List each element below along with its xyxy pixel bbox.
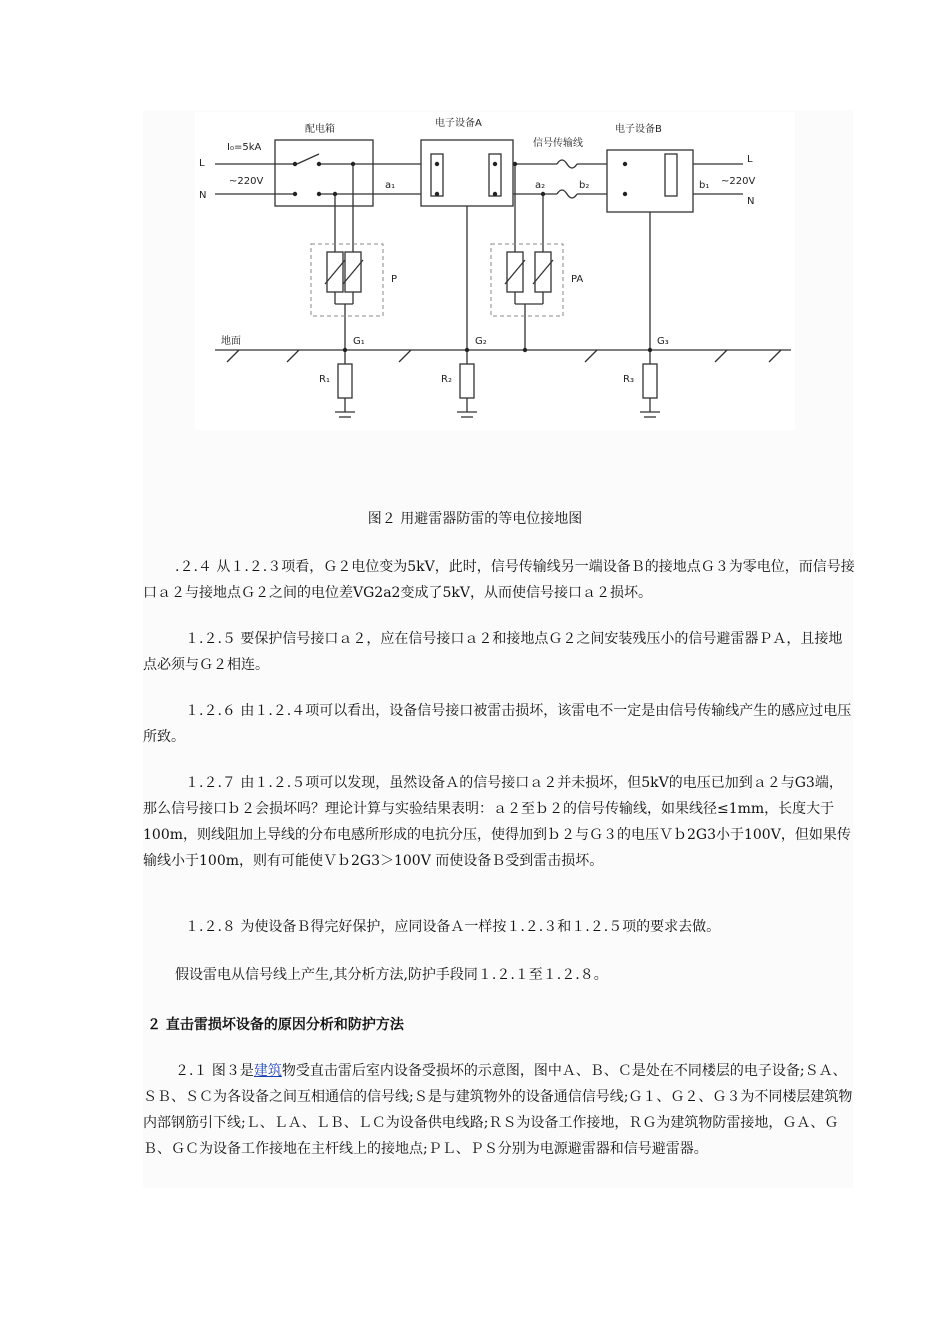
node-g2: G₂ (475, 336, 487, 347)
current-label: I₀=5kA (227, 142, 262, 153)
equipment-a-label: 电子设备A (435, 118, 482, 129)
paragraph-2-1-start: ２.１ 图３是 (175, 1063, 254, 1079)
arrester-p-label: P (391, 274, 398, 285)
line-n-left: N (199, 190, 207, 201)
line-l-right: L (747, 154, 753, 165)
signal-line-label: 信号传输线 (533, 138, 583, 149)
section-heading-2: ２ 直击雷损坏设备的原因分析和防护方法 (147, 1017, 404, 1033)
voltage-left-label: ~220V (229, 176, 264, 187)
paragraph-2-1 (143, 1058, 855, 1162)
building-link[interactable]: 建筑 (253, 1063, 282, 1079)
line-n-right: N (747, 196, 755, 207)
paragraph-1-2-7: １.２.７ 由１.２.５项可以发现，虽然设备Ａ的信号接口ａ２并未损坏，但5kV的电压已加到ａ２与G3端，那么信号接口ｂ２会损坏吗？理论计算与实验结果表明：ａ２至ｂ２的信号传输线，如果线径≤1mm，长度大于100m，则线阻加上导线的分布电感所形成的电抗分压，使得加到ｂ２与Ｇ３的电压Ｖｂ2G3小于100V，但如果传输线小于100m，则有可能使Ｖｂ2G3＞100V 而使设备Ｂ受到雷击损坏。 (143, 775, 851, 869)
arrester-pa-label: PA (571, 274, 584, 285)
paragraph-2-1-rest: 物受直击雷后室内设备受损坏的示意图，图中Ａ、Ｂ、Ｃ是处在不同楼层的电子设备;ＳＡ、ＳＢ、ＳＣ为各设备之间互相通信的信号线;Ｓ是与建筑物外的设备通信信号线;Ｇ１、Ｇ２、Ｇ３为不同楼层建筑物内部钢筋引下线;Ｌ、ＬＡ、ＬＢ、ＬＣ为设备供电线路;ＲＳ为设备工作接地，ＲＧ为建筑物防雷接地，ＧＡ、ＧＢ、ＧＣ为设备工作接地在主杆线上的接地点;ＰＬ、ＰＳ分别为电源避雷器和信号避雷器。 (143, 1063, 853, 1157)
paragraph-1-2-4: .２.４ 从１.２.３项看，Ｇ２电位变为5kV，此时，信号传输线另一端设备Ｂ的接地点Ｇ３为零电位，而信号接口ａ２与接地点Ｇ２之间的电位差VG2a2变成了5kV，从而使信号接口ａ２损坏。 (143, 559, 855, 601)
paragraph-1-2-6: １.２.６ 由１.２.４项可以看出，设备信号接口被雷击损坏，该雷电不一定是由信号传输线产生的感应过电压所致。 (143, 703, 852, 745)
line-l-left: L (199, 158, 205, 169)
figure-caption: 图２ 用避雷器防雷的等电位接地图 (367, 511, 583, 527)
paragraph-1-2-8: １.２.８ 为使设备Ｂ得完好保护，应同设备Ａ一样按１.２.３和１.２.５项的要求去做。 (185, 919, 721, 935)
resistor-r1: R₁ (319, 374, 330, 385)
paragraph-1-2-5: １.２.５ 要保护信号接口ａ２，应在信号接口ａ２和接地点Ｇ２之间安装残压小的信号避雷器ＰＡ，且接地点必须与Ｇ２相连。 (143, 631, 843, 673)
node-b2: b₂ (579, 180, 590, 191)
paragraph-signal-line: 假设雷电从信号线上产生,其分析方法,防护手段同１.２.１至１.２.８。 (175, 967, 608, 983)
node-b1: b₁ (699, 180, 710, 191)
node-g3: G₃ (657, 336, 669, 347)
circuit-diagram-svg (195, 112, 795, 430)
node-a2: a₂ (535, 180, 546, 191)
equipment-b-label: 电子设备B (615, 124, 662, 135)
voltage-right-label: ~220V (721, 176, 756, 187)
distribution-box-label: 配电箱 (305, 124, 335, 135)
equipotential-grounding-diagram (195, 112, 795, 430)
resistor-r2: R₂ (441, 374, 452, 385)
resistor-r3: R₃ (623, 374, 634, 385)
node-a1: a₁ (385, 180, 396, 191)
node-g1: G₁ (353, 336, 365, 347)
ground-label: 地面 (221, 336, 241, 347)
